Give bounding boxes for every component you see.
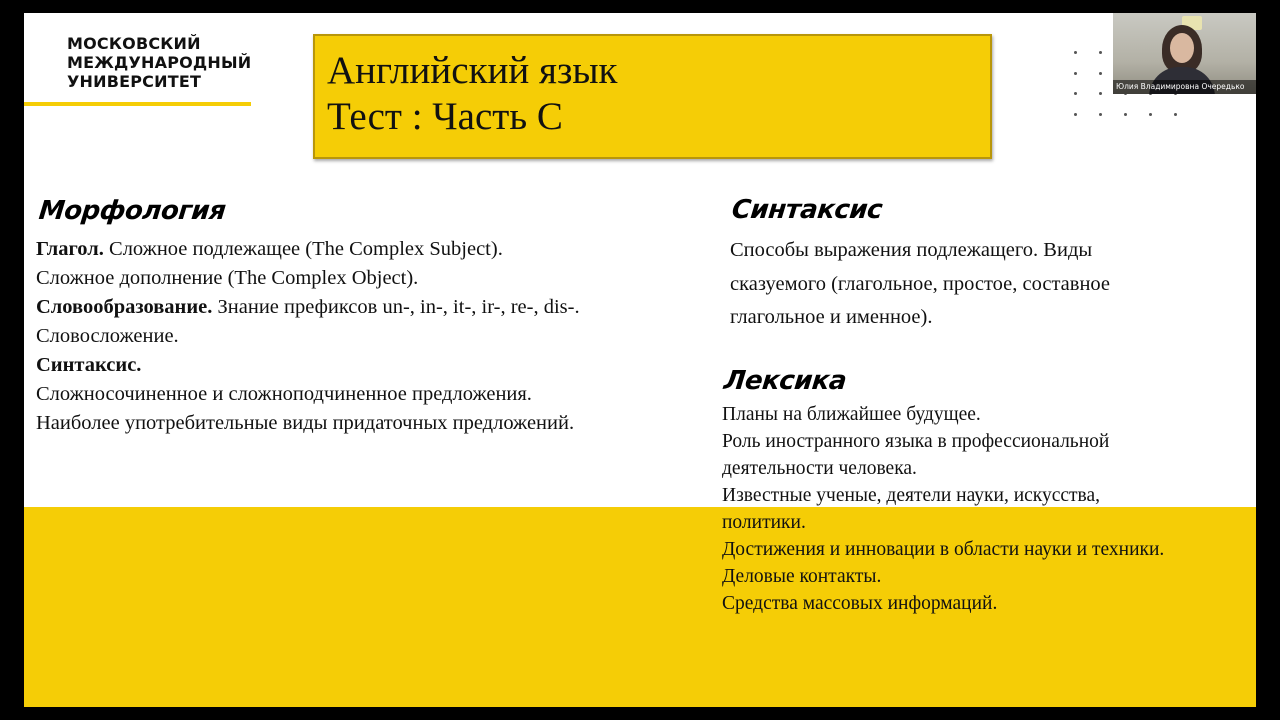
logo-underline: [24, 102, 251, 106]
participant-video-tile[interactable]: [1113, 13, 1256, 94]
dot: [1099, 72, 1102, 75]
dot: [1174, 113, 1177, 116]
syntax-heading: Синтаксис: [730, 195, 884, 225]
lexicon-line-5: политики.: [722, 512, 806, 533]
morphology-line-5: [36, 351, 580, 380]
morphology-line-7: Наиболее употребительные виды придаточных предложений.: [36, 412, 575, 434]
syntax-line-3: глагольное и именное).: [730, 306, 933, 328]
participant-face: [1170, 33, 1194, 63]
verb-label: Глагол.: [36, 238, 104, 260]
morphology-line-6: Сложносочиненное и сложноподчиненное предложения.: [36, 383, 532, 405]
lexicon-line-2: Роль иностранного языка в профессиональной: [722, 431, 1110, 452]
syntax-line-2: сказуемого (глагольное, простое, составное: [730, 272, 1111, 295]
morphology-line-4: Словосложение.: [36, 325, 179, 347]
morphology-content: [36, 235, 580, 438]
logo-line-1: МОСКОВСКИЙ: [67, 34, 201, 53]
university-logo: [67, 34, 251, 91]
dot: [1099, 51, 1102, 54]
dot: [1099, 92, 1102, 95]
syntax-label: Синтаксис.: [36, 354, 142, 376]
lexicon-line-7: Деловые контакты.: [722, 566, 882, 587]
dot: [1099, 113, 1102, 116]
word-formation-label: Словообразование.: [36, 296, 213, 318]
dot: [1074, 51, 1077, 54]
morphology-line-2: Сложное дополнение (The Complex Object).: [36, 267, 419, 289]
dot: [1124, 113, 1127, 116]
morphology-line-1: [36, 235, 580, 264]
lexicon-line-8: Средства массовых информаций.: [722, 593, 998, 614]
morphology-heading: Морфология: [37, 196, 227, 226]
lexicon-line-6: Достижения и инновации в области науки и техники.: [722, 539, 1165, 560]
title-line-2: Тест : Часть С: [327, 95, 563, 138]
dot: [1074, 92, 1077, 95]
title-box: [313, 34, 992, 159]
logo-line-2: МЕЖДУНАРОДНЫЙ: [67, 53, 252, 72]
presentation-slide: [24, 13, 1256, 707]
morphology-line-3: [36, 293, 580, 322]
lexicon-line-4: Известные ученые, деятели науки, искусства,: [722, 485, 1101, 506]
title-line-1: Английский язык: [327, 49, 618, 92]
lexicon-content: [722, 401, 1164, 617]
word-formation-text: Знание префиксов un-, in-, it-, ir-, re-, dis-.: [212, 296, 580, 318]
participant-name-label: Юлия Владимировна Очередько: [1113, 80, 1256, 94]
lexicon-line-3: деятельности человека.: [722, 458, 917, 479]
lexicon-heading: Лексика: [722, 366, 848, 396]
logo-line-3: УНИВЕРСИТЕТ: [67, 72, 202, 91]
dot: [1074, 72, 1077, 75]
dot: [1149, 113, 1152, 116]
verb-text: Сложное подлежащее (The Complex Subject).: [103, 238, 503, 260]
syntax-content: [730, 234, 1110, 335]
syntax-line-1: Способы выражения подлежащего. Виды: [730, 239, 1093, 261]
dot: [1074, 113, 1077, 116]
lexicon-line-1: Планы на ближайшее будущее.: [722, 404, 981, 425]
